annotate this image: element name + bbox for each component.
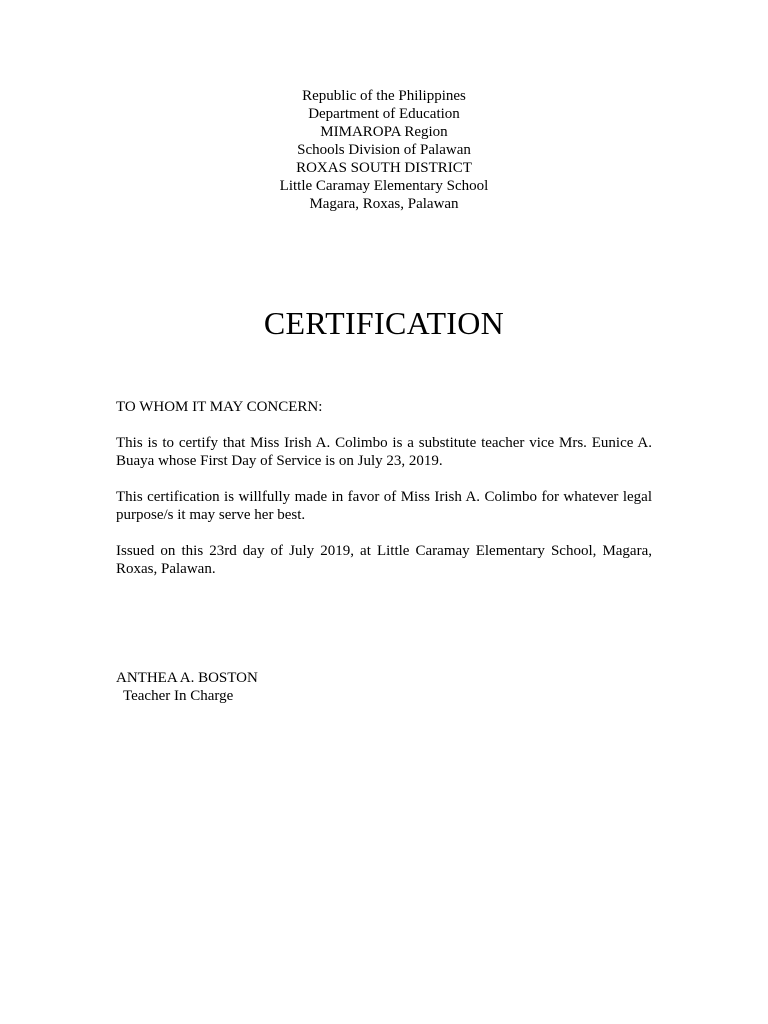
paragraph-certify: This is to certify that Miss Irish A. Colimbo is a substitute teacher vice Mrs. Eunice A. Buaya whose First Day of Service is on July 23, 2019. bbox=[116, 435, 652, 469]
paragraph-purpose: This certification is willfully made in favor of Miss Irish A. Colimbo for whatever legal purpose/s it may serve her best. bbox=[116, 489, 652, 523]
letterhead-address: Magara, Roxas, Palawan bbox=[309, 196, 459, 212]
signatory-position: Teacher In Charge bbox=[123, 688, 234, 704]
letterhead-country: Republic of the Philippines bbox=[302, 88, 466, 104]
paragraph-issued: Issued on this 23rd day of July 2019, at Little Caramay Elementary School, Magara, Roxas, Palawan. bbox=[116, 543, 652, 577]
letterhead-division: Schools Division of Palawan bbox=[297, 142, 471, 158]
letterhead-region: MIMAROPA Region bbox=[320, 124, 448, 140]
document-title: CERTIFICATION bbox=[263, 305, 505, 341]
letterhead-school: Little Caramay Elementary School bbox=[279, 178, 489, 194]
letterhead bbox=[0, 87, 768, 213]
signature-block bbox=[116, 669, 258, 705]
salutation: TO WHOM IT MAY CONCERN: bbox=[116, 399, 323, 415]
signatory-name: ANTHEA A. BOSTON bbox=[116, 670, 258, 686]
letterhead-district: ROXAS SOUTH DISTRICT bbox=[296, 160, 472, 176]
letterhead-department: Department of Education bbox=[308, 106, 460, 122]
